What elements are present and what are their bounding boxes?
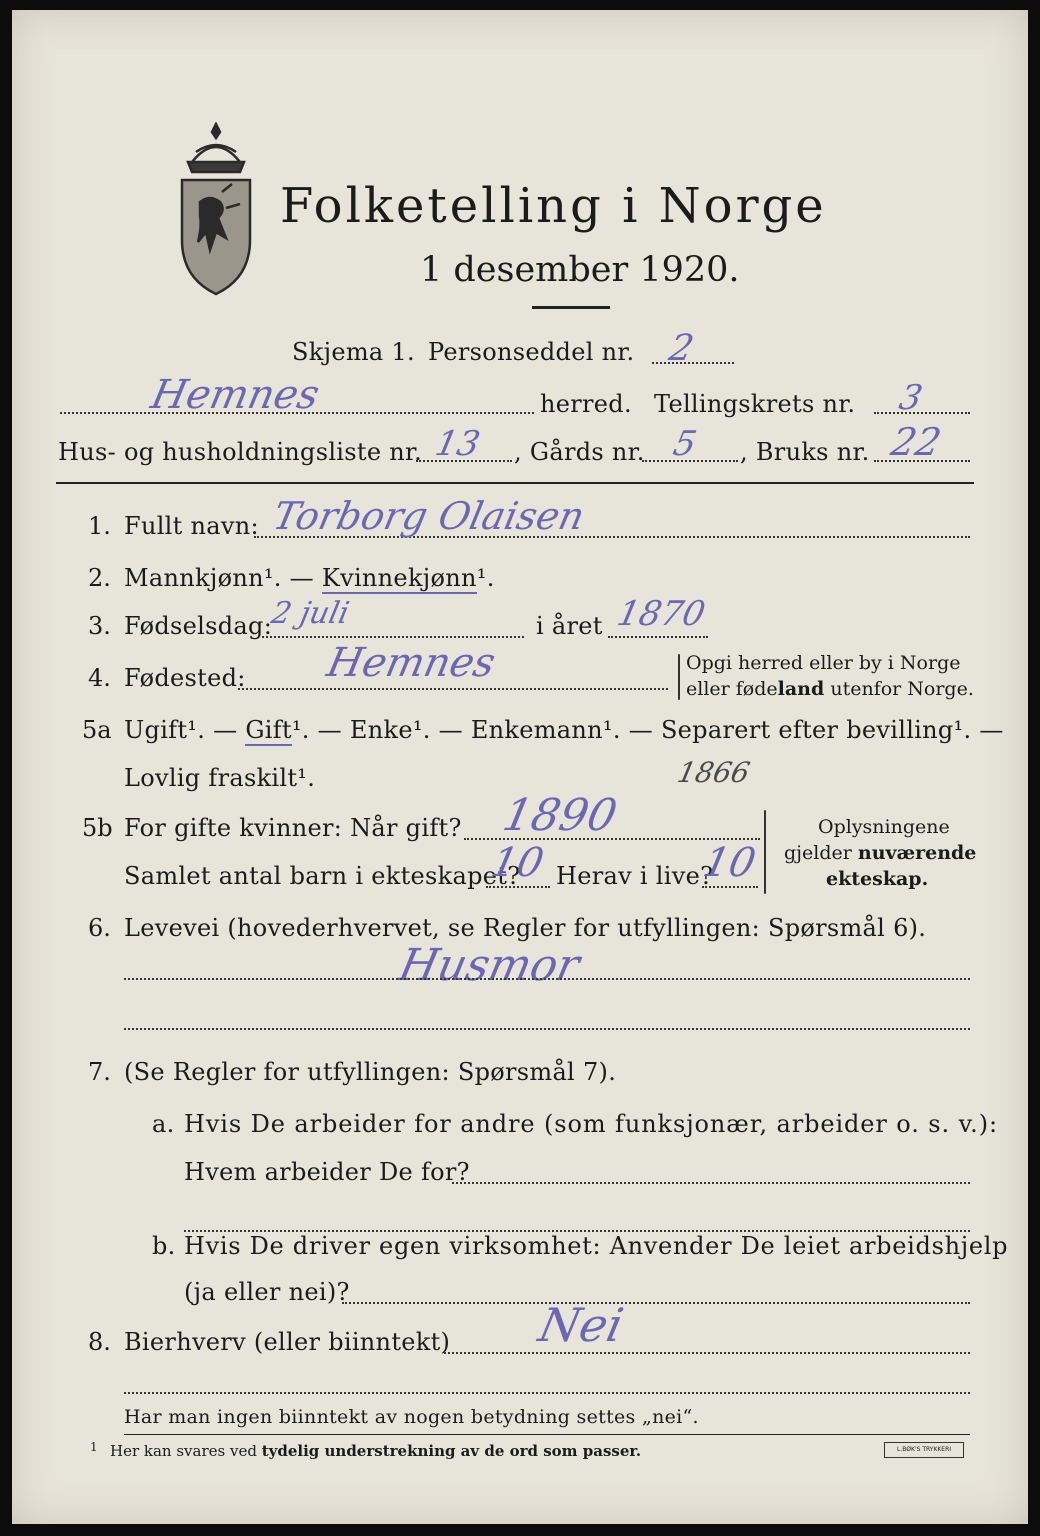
q8-value: Nei xyxy=(534,1298,628,1352)
q6-number: 6. xyxy=(88,914,111,942)
q3-year-value: 1870 xyxy=(613,594,709,634)
q3-day-line xyxy=(262,636,524,638)
q5b-children-line xyxy=(486,886,550,888)
q2-number: 2. xyxy=(88,564,111,592)
q8-line-2 xyxy=(124,1392,970,1394)
footer-note: Har man ingen biinntekt av nogen betydning settes „nei“. xyxy=(124,1406,699,1428)
q3-number: 3. xyxy=(88,612,111,640)
personseddel-label: Personseddel nr. xyxy=(428,338,635,366)
q3-year-line xyxy=(608,636,708,638)
q6-line-1 xyxy=(124,978,970,980)
q1-number: 1. xyxy=(88,512,111,540)
census-form-sheet xyxy=(12,10,1028,1524)
q5b-alive-line xyxy=(702,886,758,888)
q8-label: Bierhverv (eller biinntekt) xyxy=(124,1328,451,1356)
q7a-text: Hvis De arbeider for andre (som funksjonær, arbeider o. s. v.): xyxy=(184,1110,998,1138)
q8-number: 8. xyxy=(88,1328,111,1356)
q5a-ugift-option[interactable]: Ugift¹. — xyxy=(124,716,246,744)
coat-of-arms-icon xyxy=(172,122,260,302)
q7a-question: Hvem arbeider De for? xyxy=(184,1158,470,1186)
q2-female-option[interactable]: Kvinnekjønn xyxy=(321,564,477,592)
q2-male-option[interactable]: Mannkjønn¹. — xyxy=(124,564,322,592)
q1-value: Torborg Olaisen xyxy=(269,494,589,538)
q6-value: Husmor xyxy=(394,940,584,991)
q5b-note-2: gjelder nuværende xyxy=(784,842,977,864)
q4-line xyxy=(238,688,668,690)
q4-number: 4. xyxy=(88,664,111,692)
q5b-note-1: Oplysningene xyxy=(818,816,950,838)
q7-label: (Se Regler for utfyllingen: Spørsmål 7). xyxy=(124,1058,617,1086)
herred-label: herred. xyxy=(540,390,632,418)
hus-label: Hus- og husholdningsliste nr. xyxy=(58,438,423,466)
q3-value: 2 juli xyxy=(268,596,353,631)
q8-line xyxy=(444,1352,970,1354)
hus-value: 13 xyxy=(431,424,484,464)
q4-brace xyxy=(678,654,680,700)
q5b-note-3: ekteskap. xyxy=(826,868,929,890)
title-divider xyxy=(532,306,610,309)
bruks-value: 22 xyxy=(887,420,946,464)
q4-note-1: Opgi herred eller by i Norge xyxy=(686,652,961,674)
q3-label: Fødselsdag: xyxy=(124,612,273,640)
q2-footnote-mark: ¹. xyxy=(476,564,495,592)
q5b-value: 1890 xyxy=(498,790,622,841)
q7b-text: Hvis De driver egen virksomhet: Anvender De leiet arbeidshjelp xyxy=(184,1232,1009,1260)
q4-value: Hemnes xyxy=(323,640,500,686)
q7a-letter: a. xyxy=(152,1110,175,1138)
q7b-question: (ja eller nei)? xyxy=(184,1278,350,1306)
q5b-children-value: 10 xyxy=(487,840,548,886)
footnote-mark: 1 xyxy=(90,1440,98,1454)
q5a-gift-option[interactable]: Gift xyxy=(245,716,292,744)
tellingskrets-line xyxy=(874,412,970,414)
herred-value: Hemnes xyxy=(147,372,324,418)
q6-label: Levevei (hovederhvervet, se Regler for utfyllingen: Spørsmål 6). xyxy=(124,914,927,942)
q5a-annotation: 1866 xyxy=(674,756,753,789)
printer-stamp: L.BØK'S TRYKKERI xyxy=(884,1442,964,1458)
q4-note-2: eller fødeland utenfor Norge. xyxy=(686,678,974,700)
q7b-letter: b. xyxy=(152,1232,176,1260)
skjema-label: Skjema 1. xyxy=(292,338,415,366)
q5a-text xyxy=(124,716,1004,744)
personseddel-line xyxy=(652,362,734,364)
gards-value: 5 xyxy=(669,424,700,464)
bruks-label: , Bruks nr. xyxy=(740,438,870,466)
q5b-label: For gifte kvinner: Når gift? xyxy=(124,814,462,842)
q1-label: Fullt navn: xyxy=(124,512,259,540)
q5b-number: 5b xyxy=(82,814,113,842)
q5b-alive-value: 10 xyxy=(699,840,760,886)
tellingskrets-label: Tellingskrets nr. xyxy=(654,390,856,418)
form-title: Folketelling i Norge xyxy=(280,178,827,234)
q5b-children-label: Samlet antal barn i ekteskapet? xyxy=(124,862,521,890)
footnote-text: Her kan svares ved tydelig understrekning av de ord som passer. xyxy=(110,1442,642,1460)
q5a-number: 5a xyxy=(82,716,112,744)
q7a-line-1 xyxy=(452,1182,970,1184)
tellingskrets-value: 3 xyxy=(895,378,926,418)
gards-label: , Gårds nr. xyxy=(514,438,645,466)
q5a-line2[interactable]: Lovlig fraskilt¹. xyxy=(124,764,316,792)
footer-rule xyxy=(124,1434,970,1435)
q5a-other-options[interactable]: ¹. — Enke¹. — Enkemann¹. — Separert efter bevilling¹. — xyxy=(291,716,1004,744)
q2-text xyxy=(124,564,495,592)
form-date: 1 desember 1920. xyxy=(420,250,740,290)
q7b-line xyxy=(342,1302,970,1304)
q5b-alive-label: Herav i live? xyxy=(556,862,714,890)
personseddel-value: 2 xyxy=(665,328,698,369)
q6-line-2 xyxy=(124,1028,970,1030)
header-rule xyxy=(56,482,974,484)
q5b-brace xyxy=(764,810,766,894)
q4-label: Fødested: xyxy=(124,664,246,692)
q7-number: 7. xyxy=(88,1058,111,1086)
q3-year-label: i året xyxy=(536,612,603,640)
